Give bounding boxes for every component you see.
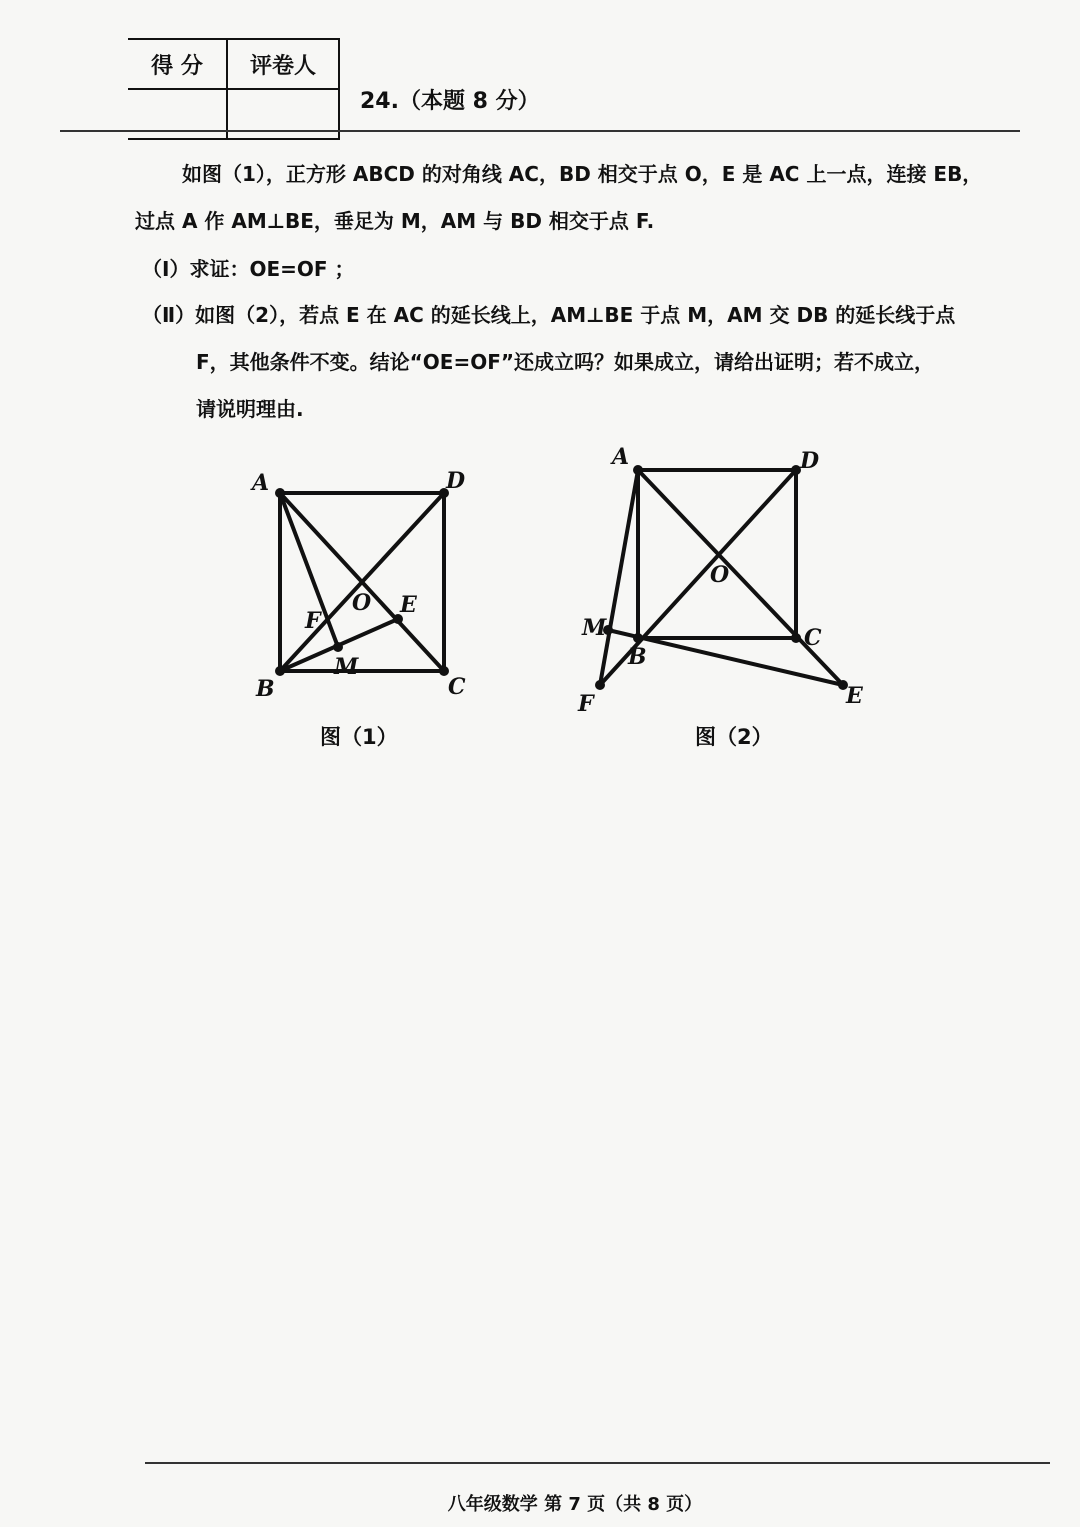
fig2-label-f: F [578,691,594,717]
fig1-label-e: E [400,592,417,618]
question-part-2-line-1: （Ⅱ）如图（2），若点 E 在 AC 的延长线上，AM⊥BE 于点 M，AM 交 DB 的延长线于点 [142,303,956,327]
question-line-2: 过点 A 作 AM⊥BE，垂足为 M，AM 与 BD 相交于点 F. [135,209,655,233]
bottom-divider [145,1462,1050,1464]
question-part-2-line-3: 请说明理由. [196,397,304,421]
fig2-label-b: B [628,644,647,670]
fig1-label-d: D [446,468,466,494]
fig2-label-o: O [710,562,730,588]
grader-label: 评卷人 [227,39,339,89]
score-label: 得 分 [128,39,227,89]
page-footer: 八年级数学 第 7 页（共 8 页） [447,1494,703,1515]
fig1-label-m: M [334,654,359,680]
fig2-label-m: M [582,615,607,641]
fig2-label-e: E [846,683,863,709]
question-line-1: 如图（1），正方形 ABCD 的对角线 AC，BD 相交于点 O，E 是 AC 上一点，连接 EB， [182,162,983,186]
fig2-label-c: C [804,625,822,651]
fig2-line-ae [638,470,843,685]
fig2-label-a: A [612,444,630,470]
fig1-label-o: O [352,590,372,616]
fig1-label-f: F [305,608,321,634]
question-heading: 24.（本题 8 分） [360,89,540,114]
fig1-label-b: B [256,676,275,702]
fig2-label-d: D [800,448,820,474]
question-part-1: （Ⅰ）求证：OE=OF ； [142,257,355,281]
fig1-label-a: A [252,470,270,496]
fig1-label-c: C [448,674,466,700]
fig1-caption: 图（1） [320,725,398,749]
fig2-caption: 图（2） [695,725,773,749]
question-part-2-line-2: F，其他条件不变。结论“OE=OF”还成立吗？如果成立，请给出证明；若不成立， [196,350,935,374]
